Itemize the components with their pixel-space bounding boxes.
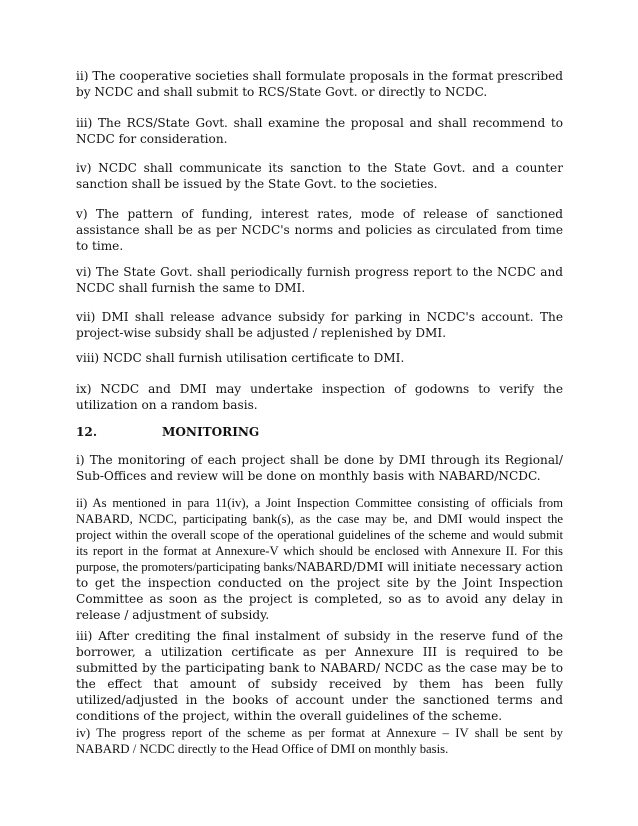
monitoring-item-iv: iv) The progress report of the scheme as per format at Annexure – IV shall be sent by NABARD / NCDC directly to the Head Office of DMI on monthly basis. <box>76 726 563 756</box>
paragraph-v: v) The pattern of funding, interest rates, mode of release of sanctioned assistance shall be as per NCDC's norms and policies as circulated from time to time. <box>76 207 563 253</box>
paragraph-iv: iv) NCDC shall communicate its sanction to the State Govt. and a counter sanction shall be issued by the State Govt. to the societies. <box>76 161 563 191</box>
monitoring-item-ii <box>76 495 563 623</box>
monitoring-item-ii-part-2: NABARD/DMI will initiate necessary action to get the inspection conducted on the project site by the Joint Inspection Committee as soon as the project is completed, so as to avoid any delay in release / adjustment of subsidy. <box>76 560 563 622</box>
paragraph-iii: iii) The RCS/State Govt. shall examine the proposal and shall recommend to NCDC for consideration. <box>76 116 563 146</box>
monitoring-item-iii: iii) After crediting the final instalment of subsidy in the reserve fund of the borrower, a utilization certificate as per Annexure III is required to be submitted by the participating bank to NABARD/ NCDC as the case may be to the effect that amount of subsidy received by them has been fully utilized/adjusted in the books of account under the sanctioned terms and conditions of the project, within the overall guidelines of the scheme. <box>76 629 563 723</box>
section-number: 12. <box>76 425 98 439</box>
paragraph-viii: viii) NCDC shall furnish utilisation certificate to DMI. <box>76 351 405 365</box>
monitoring-item-i: i) The monitoring of each project shall be done by DMI through its Regional/ Sub-Offices and review will be done on monthly basis with NABARD/NCDC. <box>76 453 563 483</box>
section-heading <box>76 425 563 439</box>
monitoring-item-ii-part-1: ii) As mentioned in para 11(iv), a Joint Inspection Committee consisting of officials from NABARD, NCDC, participating bank(s), as the case may be, and DMI would inspect the project within the overall scope of the operational guidelines of the scheme and would submit its report in the format at Annexure-V which should be enclosed with Annexure II. For this purpose, the promoters/participating banks/ <box>76 496 563 574</box>
paragraph-ix: ix) NCDC and DMI may undertake inspection of godowns to verify the utilization on a random basis. <box>76 382 563 412</box>
section-title: MONITORING <box>162 425 260 439</box>
paragraph-ii: ii) The cooperative societies shall formulate proposals in the format prescribed by NCDC and shall submit to RCS/State Govt. or directly to NCDC. <box>76 69 563 99</box>
paragraph-vi: vi) The State Govt. shall periodically furnish progress report to the NCDC and NCDC shall furnish the same to DMI. <box>76 265 563 295</box>
paragraph-vii: vii) DMI shall release advance subsidy for parking in NCDC's account. The project-wise subsidy shall be adjusted / replenished by DMI. <box>76 310 563 340</box>
